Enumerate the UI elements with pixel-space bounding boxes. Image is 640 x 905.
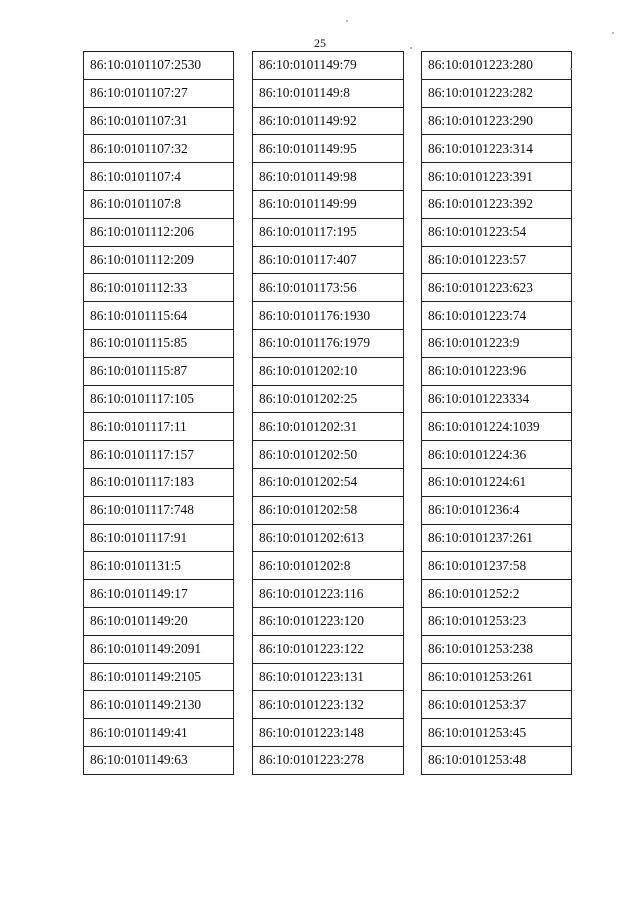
cadastral-number-cell: 86:10:0101202:50 (253, 441, 404, 469)
cadastral-number-cell: 86:10:0101223:280 (422, 52, 572, 80)
table-row (422, 413, 572, 441)
table-row (253, 385, 404, 413)
cadastral-number-cell: 86:10:0101149:8 (253, 79, 404, 107)
cadastral-number-cell: 86:10:0101223:131 (253, 663, 404, 691)
cadastral-number-cell: 86:10:0101223:96 (422, 357, 572, 385)
cadastral-number-cell: 86:10:0101149:99 (253, 190, 404, 218)
table-row (422, 635, 572, 663)
cadastral-number-cell: 86:10:0101149:20 (84, 607, 234, 635)
table-row (84, 190, 234, 218)
table-row (253, 52, 404, 80)
cadastral-number-cell: 86:10:0101117:748 (84, 496, 234, 524)
table-row (84, 468, 234, 496)
cadastral-number-cell: 86:10:0101237:58 (422, 552, 572, 580)
cadastral-number-cell: 86:10:0101253:45 (422, 719, 572, 747)
cadastral-number-cell: 86:10:0101107:2530 (84, 52, 234, 80)
table-row (84, 719, 234, 747)
cadastral-number-cell: 86:10:0101115:85 (84, 329, 234, 357)
table-row (253, 524, 404, 552)
table-row (253, 163, 404, 191)
table-row (422, 580, 572, 608)
cadastral-number-cell: 86:10:0101202:31 (253, 413, 404, 441)
cadastral-number-cell: 86:10:010117:407 (253, 246, 404, 274)
table-row (84, 107, 234, 135)
table-row (422, 302, 572, 330)
cadastral-number-cell: 86:10:0101223:122 (253, 635, 404, 663)
cadastral-number-cell: 86:10:0101149:98 (253, 163, 404, 191)
cadastral-number-column-2 (252, 51, 404, 775)
table-row (253, 274, 404, 302)
cadastral-number-cell: 86:10:0101223:148 (253, 719, 404, 747)
cadastral-number-cell: 86:10:0101202:25 (253, 385, 404, 413)
table-row (84, 385, 234, 413)
table-row (422, 441, 572, 469)
scan-speck (410, 47, 412, 49)
cadastral-number-cell: 86:10:0101223:278 (253, 746, 404, 774)
cadastral-number-cell: 86:10:0101223:57 (422, 246, 572, 274)
table-row (84, 246, 234, 274)
table-row (422, 246, 572, 274)
table-row (253, 552, 404, 580)
table-row (422, 496, 572, 524)
table-row (253, 135, 404, 163)
table-row (84, 441, 234, 469)
table-row (422, 218, 572, 246)
cadastral-number-cell: 86:10:0101112:209 (84, 246, 234, 274)
cadastral-number-cell: 86:10:0101223:290 (422, 107, 572, 135)
cadastral-number-cell: 86:10:0101117:105 (84, 385, 234, 413)
table-row (253, 218, 404, 246)
table-row (84, 135, 234, 163)
cadastral-number-cell: 86:10:0101253:37 (422, 691, 572, 719)
cadastral-number-cell: 86:10:0101149:63 (84, 746, 234, 774)
table-row (253, 580, 404, 608)
cadastral-number-cell: 86:10:0101253:261 (422, 663, 572, 691)
table-row (84, 52, 234, 80)
table-row (253, 468, 404, 496)
cadastral-number-cell: 86:10:0101223:9 (422, 329, 572, 357)
cadastral-number-cell: 86:10:0101236:4 (422, 496, 572, 524)
table-row (422, 274, 572, 302)
table-row (422, 719, 572, 747)
cadastral-number-cell: 86:10:0101202:54 (253, 468, 404, 496)
table-row (84, 746, 234, 774)
cadastral-number-cell: 86:10:0101223:132 (253, 691, 404, 719)
cadastral-number-cell: 86:10:0101115:64 (84, 302, 234, 330)
table-row (422, 52, 572, 80)
cadastral-number-column-1 (83, 51, 234, 775)
cadastral-number-cell: 86:10:0101253:23 (422, 607, 572, 635)
table-row (84, 552, 234, 580)
cadastral-number-cell: 86:10:0101176:1930 (253, 302, 404, 330)
table-row (253, 635, 404, 663)
cadastral-number-cell: 86:10:0101117:91 (84, 524, 234, 552)
table-row (422, 746, 572, 774)
cadastral-number-cell: 86:10:0101223:116 (253, 580, 404, 608)
table-row (253, 357, 404, 385)
cadastral-number-cell: 86:10:0101149:79 (253, 52, 404, 80)
cadastral-number-cell: 86:10:0101202:10 (253, 357, 404, 385)
table-row (84, 580, 234, 608)
table-row (84, 218, 234, 246)
table-row (253, 190, 404, 218)
table-row (84, 607, 234, 635)
table-row (84, 663, 234, 691)
cadastral-number-cell: 86:10:0101224:61 (422, 468, 572, 496)
cadastral-number-cell: 86:10:0101112:206 (84, 218, 234, 246)
cadastral-number-cell: 86:10:0101253:238 (422, 635, 572, 663)
cadastral-number-cell: 86:10:0101202:8 (253, 552, 404, 580)
cadastral-number-cell: 86:10:0101224:1039 (422, 413, 572, 441)
cadastral-number-cell: 86:10:0101202:613 (253, 524, 404, 552)
table-row (84, 357, 234, 385)
cadastral-number-cell: 86:10:0101107:31 (84, 107, 234, 135)
cadastral-number-cell: 86:10:0101149:92 (253, 107, 404, 135)
table-row (422, 79, 572, 107)
table-row (422, 607, 572, 635)
cadastral-number-cell: 86:10:0101112:33 (84, 274, 234, 302)
table-row (422, 691, 572, 719)
table-row (253, 607, 404, 635)
table-row (422, 163, 572, 191)
cadastral-number-cell: 86:10:0101176:1979 (253, 329, 404, 357)
table-row (84, 524, 234, 552)
cadastral-number-cell: 86:10:0101149:2091 (84, 635, 234, 663)
cadastral-number-cell: 86:10:0101237:261 (422, 524, 572, 552)
table-row (253, 746, 404, 774)
table-row (422, 663, 572, 691)
table-row (84, 329, 234, 357)
table-row (422, 524, 572, 552)
table-row (253, 719, 404, 747)
table-row (253, 79, 404, 107)
cadastral-number-cell: 86:10:0101131:5 (84, 552, 234, 580)
cadastral-number-cell: 86:10:0101149:95 (253, 135, 404, 163)
table-row (84, 163, 234, 191)
scan-speck (346, 20, 348, 22)
cadastral-number-cell: 86:10:0101223:314 (422, 135, 572, 163)
table-row (253, 496, 404, 524)
table-row (253, 107, 404, 135)
cadastral-number-cell: 86:10:0101149:2105 (84, 663, 234, 691)
cadastral-number-cell: 86:10:0101149:41 (84, 719, 234, 747)
table-row (84, 274, 234, 302)
cadastral-number-cell: 86:10:0101149:2130 (84, 691, 234, 719)
table-row (422, 107, 572, 135)
table-row (253, 663, 404, 691)
cadastral-number-cell: 86:10:0101224:36 (422, 441, 572, 469)
page-number: 25 (314, 36, 326, 50)
cadastral-number-cell: 86:10:0101107:4 (84, 163, 234, 191)
cadastral-number-cell: 86:10:0101107:8 (84, 190, 234, 218)
table-row (422, 468, 572, 496)
cadastral-number-cell: 86:10:0101223:120 (253, 607, 404, 635)
cadastral-number-cell: 86:10:0101173:56 (253, 274, 404, 302)
table-row (84, 496, 234, 524)
cadastral-number-cell: 86:10:0101117:157 (84, 441, 234, 469)
cadastral-number-cell: 86:10:0101149:17 (84, 580, 234, 608)
table-row (253, 246, 404, 274)
cadastral-number-cell: 86:10:0101223:623 (422, 274, 572, 302)
table-row (84, 413, 234, 441)
cadastral-number-cell: 86:10:010117:195 (253, 218, 404, 246)
cadastral-number-cell: 86:10:0101223:74 (422, 302, 572, 330)
scan-speck (612, 32, 614, 34)
cadastral-number-cell: 86:10:0101223:282 (422, 79, 572, 107)
scan-speck (570, 68, 572, 70)
cadastral-number-cell: 86:10:0101223:392 (422, 190, 572, 218)
cadastral-number-cell: 86:10:0101252:2 (422, 580, 572, 608)
table-row (84, 635, 234, 663)
cadastral-number-cell: 86:10:0101117:183 (84, 468, 234, 496)
cadastral-number-cell: 86:10:0101223:54 (422, 218, 572, 246)
cadastral-number-cell: 86:10:0101115:87 (84, 357, 234, 385)
cadastral-number-column-3 (421, 51, 572, 775)
cadastral-number-cell: 86:10:0101253:48 (422, 746, 572, 774)
table-row (253, 441, 404, 469)
table-row (253, 691, 404, 719)
cadastral-number-cell: 86:10:0101107:32 (84, 135, 234, 163)
cadastral-number-cell: 86:10:0101202:58 (253, 496, 404, 524)
table-row (422, 190, 572, 218)
cadastral-number-cell: 86:10:0101223:391 (422, 163, 572, 191)
table-row (422, 552, 572, 580)
table-row (422, 357, 572, 385)
table-row (422, 385, 572, 413)
table-row (253, 413, 404, 441)
table-row (253, 329, 404, 357)
cadastral-number-cell: 86:10:0101107:27 (84, 79, 234, 107)
table-row (422, 135, 572, 163)
table-row (84, 302, 234, 330)
table-row (253, 302, 404, 330)
cadastral-number-cell: 86:10:0101117:11 (84, 413, 234, 441)
table-row (84, 79, 234, 107)
table-row (84, 691, 234, 719)
table-row (422, 329, 572, 357)
cadastral-number-cell: 86:10:0101223334 (422, 385, 572, 413)
